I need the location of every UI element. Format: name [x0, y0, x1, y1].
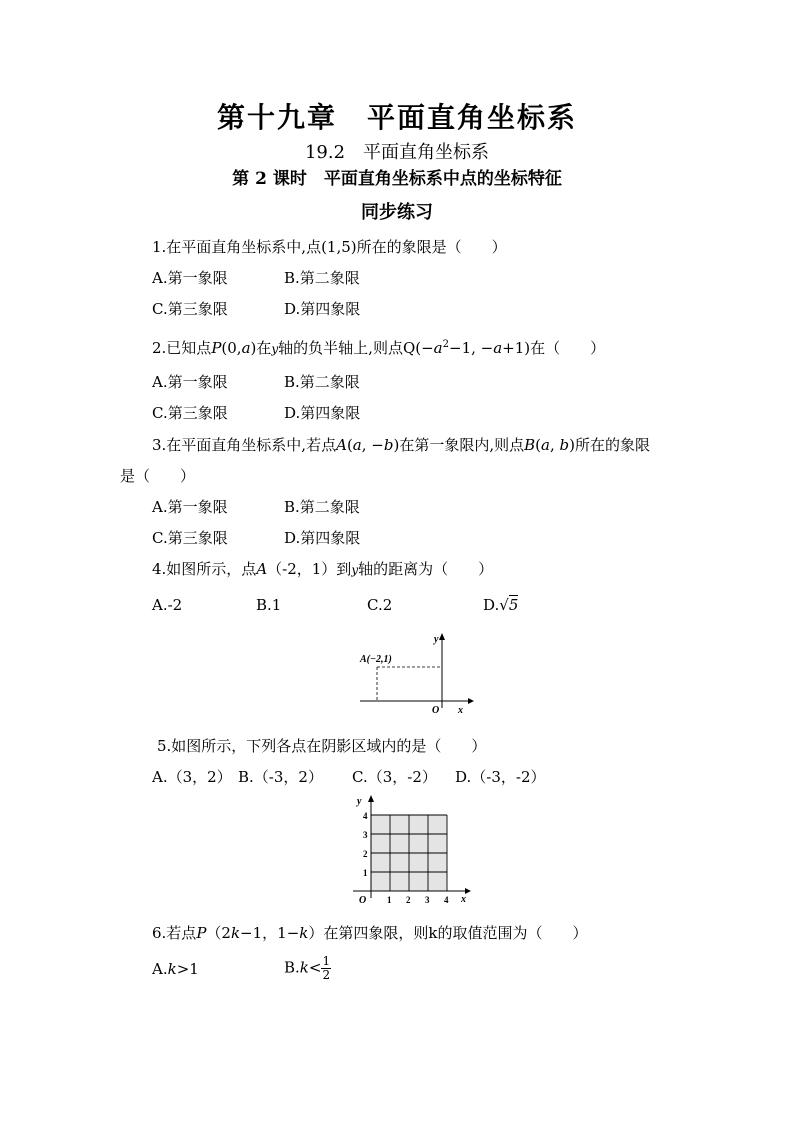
q5-y-tick: 2	[363, 849, 368, 859]
q3-option-d: D.第四象限	[284, 529, 361, 547]
question-2-stem: 2.已知点P(0,a)在y轴的负半轴上,则点$Q(-a^2-1$, −a+1)在（ ）	[152, 339, 606, 357]
q5-y-arrow-icon	[368, 795, 374, 802]
q5-x-tick: 3	[425, 895, 430, 905]
q4-x-label: x	[458, 705, 463, 716]
chapter-title: 第十九章 平面直角坐标系	[216, 101, 577, 134]
q6-fraction: $\frac{1}{2}$	[322, 954, 331, 982]
q5-y-tick: 3	[363, 830, 368, 840]
q1-option-a: A.第一象限	[152, 269, 228, 287]
question-3-stem-cont: 是（ ）	[120, 467, 196, 485]
q2-option-d: D.第四象限	[284, 404, 361, 422]
q4-y-label: y	[434, 634, 439, 645]
q5-y-tick: 1	[363, 868, 368, 878]
q5-origin-label: O	[359, 895, 367, 906]
q4-option-c: C.2	[367, 596, 393, 614]
q5-option-b: B.（-3，2）	[238, 768, 323, 786]
q4-option-b: B.1	[256, 596, 282, 614]
q4-origin-label: O	[432, 705, 440, 716]
q2-option-a: A.第一象限	[152, 373, 228, 391]
q4-option-d: D.√5	[483, 596, 519, 614]
q2-option-c: C.第三象限	[152, 404, 228, 422]
q4-option-a: A.-2	[152, 596, 183, 614]
q4-y-arrow-icon	[439, 633, 445, 640]
question-5-stem: 5.如图所示，下列各点在阴影区域内的是（ ）	[157, 737, 487, 755]
q5-y-tick: 4	[363, 811, 368, 821]
q1-option-b: B.第二象限	[284, 269, 360, 287]
q5-option-a: A.（3，2）	[152, 768, 232, 786]
q4-x-arrow-icon	[468, 698, 474, 704]
section-title: 19.2 平面直角坐标系	[304, 142, 490, 163]
q3-option-b: B.第二象限	[284, 498, 360, 516]
q5-x-tick: 2	[406, 895, 411, 905]
q3-option-c: C.第三象限	[152, 529, 228, 547]
q5-grid-figure	[345, 790, 475, 910]
question-3-stem: 3.在平面直角坐标系中,若点A(a, −b)在第一象限内,则点B(a, b)所在的象限	[152, 436, 650, 454]
exercise-title: 同步练习	[361, 202, 433, 223]
q6-option-b: B.k< $\frac{1}{2}$	[284, 954, 331, 982]
q4-point-label: A(−2,1)	[360, 654, 392, 665]
q5-x-tick: 4	[444, 895, 449, 905]
q5-y-label: y	[357, 796, 362, 807]
lesson-title: 第 2 课时 平面直角坐标系中点的坐标特征	[232, 169, 562, 189]
q6-option-a: A.k>1	[152, 960, 199, 978]
q5-option-c: C.（3，-2）	[352, 768, 437, 786]
question-6-stem: 6.若点P（2k−1，1−k）在第四象限，则k的取值范围为（ ）	[152, 924, 588, 942]
q5-x-tick: 1	[387, 895, 392, 905]
q5-option-d: D.（-3，-2）	[455, 768, 546, 786]
q1-option-d: D.第四象限	[284, 300, 361, 318]
q1-option-c: C.第三象限	[152, 300, 228, 318]
q3-option-a: A.第一象限	[152, 498, 228, 516]
question-4-stem: 4.如图所示，点A（-2，1）到y轴的距离为（ ）	[152, 560, 494, 578]
q5-x-label: x	[461, 894, 466, 905]
sqrt-icon: √	[499, 596, 509, 614]
q2-option-b: B.第二象限	[284, 373, 360, 391]
question-1-stem: 1.在平面直角坐标系中,点(1,5)所在的象限是（ ）	[152, 238, 507, 256]
q4-coordinate-figure	[355, 630, 475, 720]
